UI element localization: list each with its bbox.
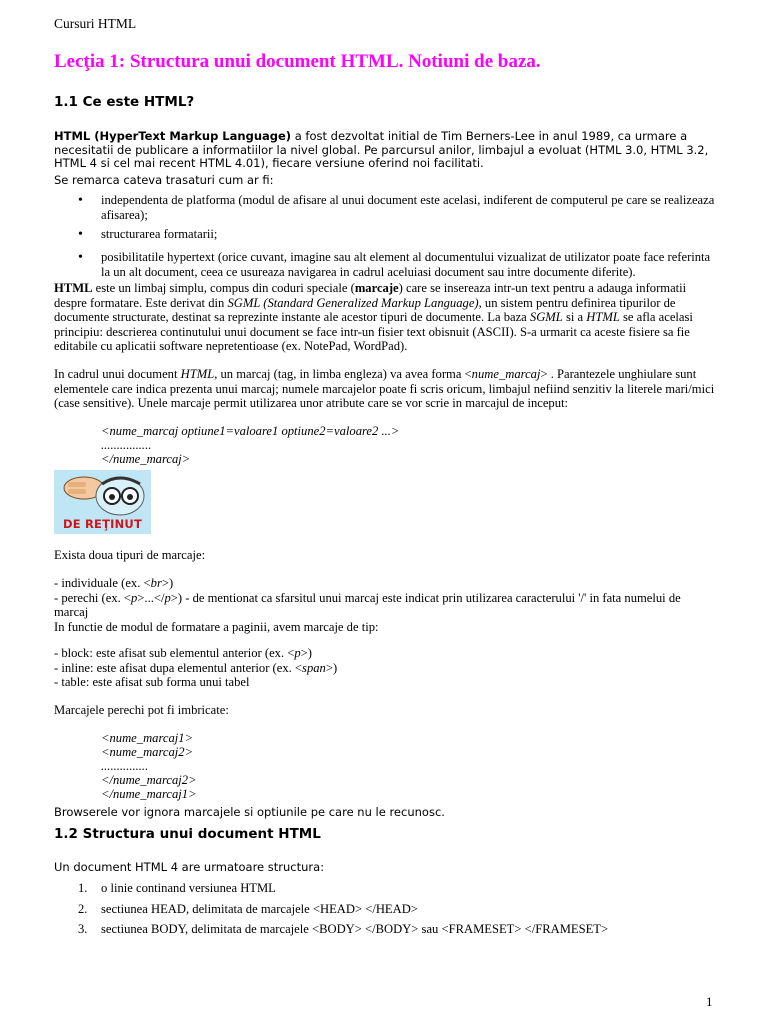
- text-span: > . Parantezele unghiulare sunt elementele care indica prezenta unui marcaj; numele marcajelor poate fi scris oricum, limbajul nefiind senzitiv la literele mari/mici (case sensitive). Unele marcaje permit utilizarea unor atribute care se vor scrie in marcajul de inceput:: [54, 367, 715, 410]
- tag-name: p: [131, 590, 138, 605]
- code-line: <nume_marcaj1>: [101, 731, 194, 745]
- term-html-italic: HTML: [180, 367, 215, 381]
- tag-form-paragraph: [54, 367, 716, 411]
- term-nume-marcaj: nume_marcaj: [471, 367, 541, 381]
- section-heading-1-1: 1.1 Ce este HTML?: [54, 94, 195, 110]
- term-html: HTML: [54, 281, 93, 295]
- text-span: - individuale (ex. <: [54, 576, 151, 590]
- term-html-italic: HTML: [586, 310, 620, 324]
- text-span: - inline: este afisat dupa elementul anterior (ex. <: [54, 660, 303, 675]
- text-span: , un sistem pentru definirea tipurilor de documente structurate, destinat sa reprezinte instante ale acestor tipuri de documente. La baza: [54, 295, 676, 324]
- term-sgml: SGML: [529, 310, 563, 324]
- text-span: >): [161, 576, 174, 590]
- browsers-note: Browserele vor ignora marcajele si optiunile pe care nu le recunosc.: [54, 805, 445, 819]
- running-header: Cursuri HTML: [54, 16, 137, 31]
- html-intro-paragraph: [54, 130, 714, 171]
- text-span: >): [325, 660, 338, 675]
- features-intro: Se remarca cateva trasaturi cum ar fi:: [54, 173, 274, 187]
- de-retinut-callout-image: [54, 470, 151, 534]
- nesting-intro: Marcajele perechi pot fi imbricate:: [54, 703, 229, 717]
- tag-name: span: [302, 660, 326, 675]
- text-span: si a: [562, 310, 587, 324]
- list-item: [54, 576, 716, 591]
- list-item: [54, 661, 337, 676]
- text-span: se afla acelasi principiu: descrierea continutului unui document se face intr-un fisier text obisnuit (ASCII). S-a urmarit ca aceste fisiere sa fie editabile cu aplicatii software nepretentioase (ex. NotePad, WordPad).: [54, 310, 693, 353]
- html-intro-text: a fost dezvoltat initial de Tim Berners-Lee in anul 1989, ca urmare a necesitatii de publicare a informatiilor la nivel global. Pe parcursul anilor, limbajul a evoluat (HTML 3.0, HTML 3.2, HTML 4 si cel mai recent HTML 4.01), fiecare versiune oferind noi facilitati.: [54, 129, 709, 170]
- code-line: <nume_marcaj optiune1=valoare1 optiune2=valoare2 ...>: [101, 424, 400, 438]
- list-number: 1.: [78, 881, 88, 895]
- tag-name: p: [294, 646, 301, 660]
- term-marcaje: marcaje: [354, 281, 399, 295]
- list-number: 3.: [78, 922, 88, 936]
- callout-label: DE REŢINUT: [62, 517, 143, 531]
- text-span: - perechi (ex. <: [54, 590, 132, 605]
- text-span: , un marcaj (tag, in limba engleza) va avea forma <: [214, 367, 472, 381]
- list-number: 2.: [78, 902, 88, 916]
- bullet-icon: •: [78, 250, 83, 265]
- text-span: - block: este afisat sub elementul anterior (ex. <: [54, 646, 295, 660]
- text-span: ) care se insereaza intr-un text pentru a adauga informatii despre formatare. Este derivat din: [54, 281, 687, 310]
- tag-name: p: [164, 590, 171, 605]
- text-span: >): [300, 646, 312, 660]
- tag-name: br: [150, 576, 162, 590]
- text-span: este un limbaj simplu, compus din coduri speciale (: [92, 281, 355, 295]
- text-span: >...</: [137, 590, 165, 605]
- feature-bullet-2: structurarea formatarii;: [101, 227, 218, 241]
- html-intro-term: HTML (HyperText Markup Language): [54, 129, 292, 143]
- structure-item-3: sectiunea BODY, delimitata de marcajele <BODY> </BODY> sau <FRAMESET> </FRAMESET>: [101, 922, 609, 936]
- code-line: </nume_marcaj>: [101, 452, 191, 466]
- list-item: In functie de modul de formatare a paginii, avem marcaje de tip:: [54, 619, 379, 634]
- list-item: [54, 591, 716, 620]
- html-definition-paragraph: [54, 281, 716, 354]
- code-example-attributes: [101, 424, 399, 466]
- code-line: ................: [101, 438, 152, 452]
- text-span: In cadrul unui document: [54, 367, 181, 381]
- feature-bullet-3: posibilitatile hypertext (orice cuvant, imagine sau alt element al documentului vizualizat de utilizator poate face referinta la un alt document, ceea ce usureaza navigarea in cadrul aceluiasi document sau intre documente diferite).: [101, 250, 711, 279]
- marcaje-types-list: [54, 576, 716, 634]
- list-item: [54, 646, 337, 661]
- feature-bullet-1: independenta de platforma (modul de afisare al unui document este acelasi, indiferent de computerul pe care se realizeaza afisarea);: [101, 193, 715, 222]
- code-line: ...............: [101, 759, 149, 773]
- page-title: Lecţia 1: Structura unui document HTML. Notiuni de baza.: [54, 51, 541, 72]
- page-number: 1: [706, 994, 713, 1009]
- structure-item-2: sectiunea HEAD, delimitata de marcajele <HEAD> </HEAD>: [101, 902, 418, 916]
- structure-intro: Un document HTML 4 are urmatoare structura:: [54, 860, 325, 874]
- code-line: </nume_marcaj1>: [101, 787, 197, 801]
- term-sgml-full: SGML (Standard Generalized Markup Language): [227, 295, 479, 310]
- section-heading-1-2: 1.2 Structura unui document HTML: [54, 826, 321, 842]
- formatting-types-list: [54, 646, 337, 690]
- structure-item-1: o linie continand versiunea HTML: [101, 881, 276, 895]
- list-item: - table: este afisat sub forma unui tabel: [54, 675, 250, 689]
- bullet-icon: •: [78, 227, 83, 242]
- code-line: </nume_marcaj2>: [101, 773, 197, 787]
- code-example-nesting: [101, 731, 197, 801]
- code-line: <nume_marcaj2>: [101, 745, 194, 759]
- text-span: >) - de mentionat ca sfarsitul unui marcaj este indicat prin utilizarea caracterului '/' in fata numelui de marcaj: [54, 590, 681, 619]
- bullet-icon: •: [78, 193, 83, 208]
- marcaje-types-intro: Exista doua tipuri de marcaje:: [54, 548, 206, 562]
